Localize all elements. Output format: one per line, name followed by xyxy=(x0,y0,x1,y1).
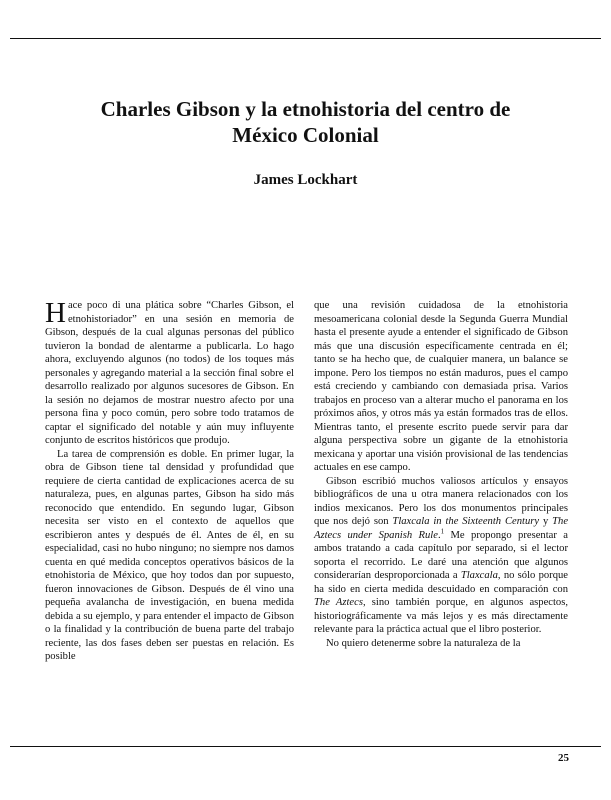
paragraph-3-text-c: Me propongo presentar a ambos tratando a cada capítulo por separado, si el lector soporta el recorrido. Le daré una atención que algunos considerarían desproporcionada a xyxy=(314,529,568,581)
title-line-2: México Colonial xyxy=(232,123,379,147)
drop-cap: H xyxy=(45,297,66,329)
paragraph-3-period: . xyxy=(437,529,441,541)
paragraph-4: No quiero detenerme sobre la naturaleza de la xyxy=(326,637,521,649)
paragraph-2-continued: que una revisión cuidadosa de la etnohistoria mesoamericana colonial desde la Segunda Guerra Mundial hasta el presente ayude a entender el significado de Gibson más que una discusión específicamente centrada en él; tanto se ha hecho que, de cualquier manera, un balance se impone. Pero los tiempos no están maduros, pues el campo está creciendo y cambiando con demasiada prisa. Varios trabajos en proceso van a alterar mucho el panorama en los próximos años, y otros más ya están formados tras de ellos. Mientras tanto, el presente escrito puede servir para dar alguna perspectiva sobre un gigante de la etnohistoria mexicana y aportar una visión provisional de las tendencias actuales en ese campo. xyxy=(314,300,568,473)
paragraph-2: La tarea de comprensión es doble. En primer lugar, la obra de Gibson tiene tal densidad y profundidad que requiere de cierta cantidad de explicaciones acerca de su naturaleza, pues, en algunas partes, Gibson ha sido más reconocido que entendido. En segundo lugar, Gibson necesita ser visto en el contexto de aquellos que escribieron antes y después de él. Antes de él, en su especialidad, casi no hubo ninguno; no siempre nos damos cuenta en qué medida conceptos operativos básicos de la etnohistoria de México, que hoy todos dan por supuesto, fueron innovaciones de Gibson. Después de él vino una pequeña avalancha de investigación, en buena medida debida a su ejemplo, y para entender el impacto de Gibson o la finalidad y la contribución de buena parte del trabajo reciente, las dos fases deben ser puestas en relación. Es posible xyxy=(45,448,294,662)
book-title-tlaxcala: Tlaxcala in the Sixteenth Century xyxy=(392,516,540,527)
book-title-short-tlaxcala: Tlaxcala xyxy=(460,570,498,581)
paragraph-3-text-a: Gibson escribió muchos valiosos artículos y ensayos bibliográficos de una u otra manera relacionados con los indios mexicanos. Pero los dos monumentos principales que nos dejó son xyxy=(314,475,568,527)
paragraph-3 xyxy=(314,475,568,637)
title-line-1: Charles Gibson y la etnohistoria del centro de xyxy=(100,97,511,121)
book-title-short-aztecs: The Aztecs xyxy=(314,597,363,608)
paragraph-1-text: ace poco di una plática sobre “Charles Gibson, el etnohistoriador” en una sesión en memoria de Gibson, después de la cual algunas personas del público tuvieron la bondad de alentarme a publicarla. Lo hago ahora, excluyendo algunos (no todos) de los toques más personales y agregando material a la sección final sobre el desarrollo realizado por algunos sucesores de Gibson. En la sesión no dejamos de mostrar nuestro afecto por una persona fina y poco común, pero sobre todo tratamos de captar el significado del notable y aún muy influyente conjunto de escritos históricos que produjo. xyxy=(45,300,294,446)
bottom-rule xyxy=(10,746,601,747)
page-number: 25 xyxy=(558,752,569,764)
paragraph-3-text-d: , no sólo porque ha sido en cierta medida descuidado en comparación con xyxy=(314,570,569,595)
right-column xyxy=(314,299,568,650)
paragraph-3-conjunction: y xyxy=(539,516,553,527)
author-name: James Lockhart xyxy=(253,172,358,188)
book-title-aztecs: The Aztecs under Spanish Rule xyxy=(314,516,569,541)
paragraph-1 xyxy=(45,299,294,448)
top-rule xyxy=(10,38,601,39)
left-column xyxy=(45,299,294,664)
footnote-marker: 1 xyxy=(440,526,445,535)
article-title xyxy=(40,96,571,148)
paragraph-3-text-e: , sino también porque, en algunos aspectos, historiográficamente va más lejos y es más directamente relevante para la práctica actual que el libro posterior. xyxy=(314,597,568,635)
